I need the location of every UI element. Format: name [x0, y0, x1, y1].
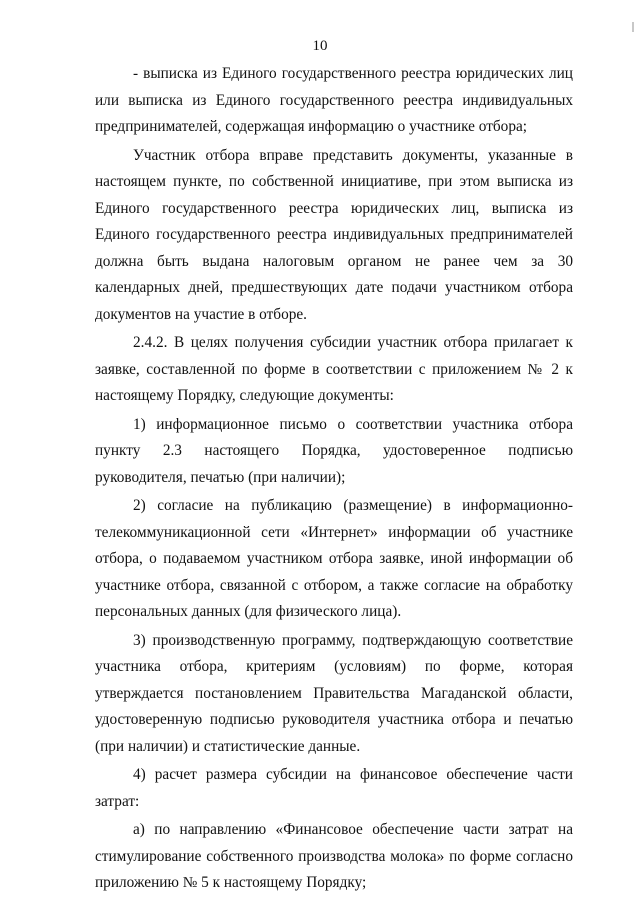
page-number: 10 [312, 38, 328, 54]
paragraph-item-2: 2) согласие на публикацию (размещение) в информационно-телекоммуникационной сети «Интернет» информации об участнике отбора, о подаваемом участником отбора заявке, иной информации об участнике отбора, связанной с отбором, а также согласие на обработку персональных данных (для физического лица). [95, 497, 573, 620]
paragraph-item-4: 4) расчет размера субсидии на финансовое обеспечение части затрат: [95, 766, 573, 810]
paragraph-voluntary-submission: Участник отбора вправе представить документы, указанные в настоящем пункте, по собственной инициативе, при этом выписка из Единого государственного реестра юридических лиц, выписка из Единого государственного реестра индивидуальных предпринимателей должна быть выдана налоговым органом не ранее чем за 30 календарных дней, предшествующих дате подачи участником отбора документов на участие в отборе. [95, 146, 573, 323]
document-body [95, 61, 573, 897]
margin-mark [632, 22, 634, 32]
paragraph-item-3: 3) производственную программу, подтверждающую соответствие участника отбора, критериям (условиям) по форме, которая утверждается постановлением Правительства Магаданской области, удостоверенную подписью руководителя участника отбора и печатью (при наличии) и статистические данные. [95, 631, 573, 755]
paragraph-item-1: 1) информационное письмо о соответствии участника отбора пункту 2.3 настоящего Порядка, удостоверенное подписью руководителя, печатью (при наличии); [95, 415, 573, 486]
paragraph-egrul-extract: - выписка из Единого государственного реестра юридических лиц или выписка из Единого государственного реестра индивидуальных предпринимателей, содержащая информацию о участнике отбора; [95, 65, 573, 135]
paragraph-item-4a: а) по направлению «Финансовое обеспечение части затрат на стимулирование собственного производства молока» по форме согласно приложению № 5 к настоящему Порядку; [95, 821, 573, 891]
paragraph-2-4-2: 2.4.2. В целях получения субсидии участник отбора прилагает к заявке, составленной по форме в соответствии с приложением № 2 к настоящему Порядку, следующие документы: [95, 334, 573, 404]
